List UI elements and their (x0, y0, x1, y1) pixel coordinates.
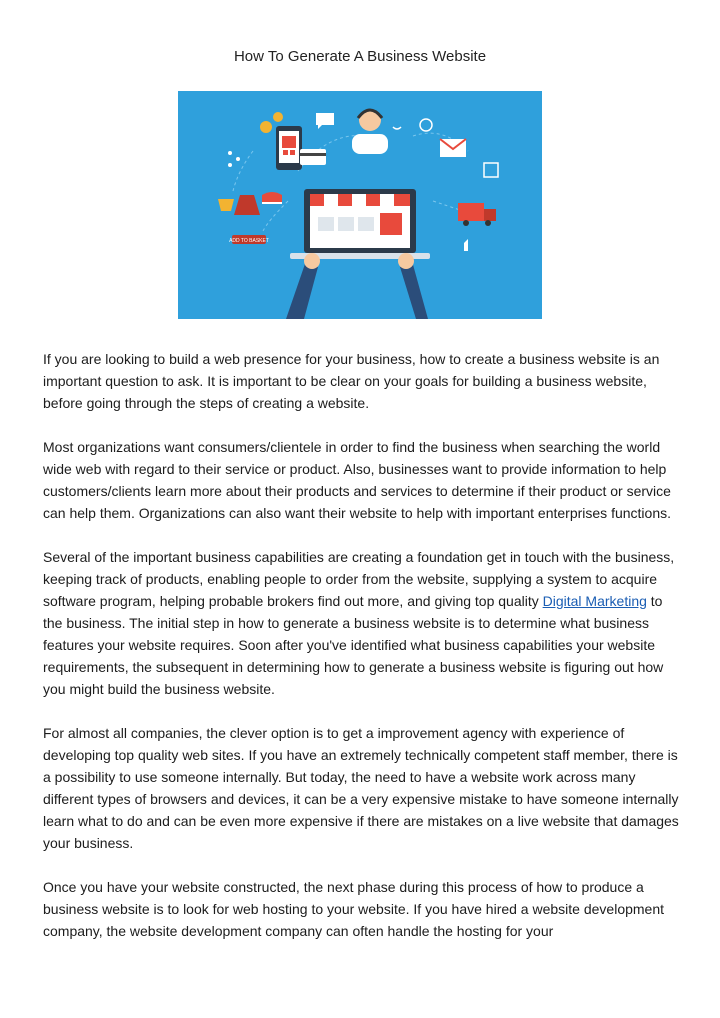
add-to-basket-sign: ADD TO BASKET (229, 238, 269, 244)
paragraph-3 (43, 546, 683, 700)
paragraph-4: For almost all companies, the clever option is to get a improvement agency with experience of developing top quality web sites. If you have an extremely technically competent staff member, there is a possibility to use someone internally. But today, the need to have a website work across many different types of browsers and devices, it can be a very expensive mistake to have someone internally learn what to do and can be even more expensive if there are mistakes on a live website that damages your business. (43, 725, 679, 851)
paragraph-3-before-link: Several of the important business capabilities are creating a foundation get in touch with the business, keeping track of products, enabling people to order from the website, supplying a system to acquire software program, helping probable brokers find out more, and giving top quality (43, 549, 675, 609)
paragraph-5: Once you have your website constructed, the next phase during this process of how to produce a business website is to look for web hosting to your website. If you have hired a website development company, the website development company can often handle the hosting for your (43, 879, 665, 939)
paragraph-2: Most organizations want consumers/clientele in order to find the business when searching the world wide web with regard to their service or product. Also, businesses want to provide information to help customers/clients learn more about their products and services to determine if their product or service can help them. Organizations can also want their website to help with important enterprises functions. (43, 439, 671, 521)
paragraph-1: If you are looking to build a web presence for your business, how to create a business website is an important question to ask. It is important to be clear on your goals for building a business website, before going through the steps of creating a website. (43, 351, 660, 411)
digital-marketing-link[interactable]: Digital Marketing (542, 593, 647, 609)
ecommerce-storefront-illustration-icon (178, 91, 542, 319)
document-body (43, 348, 683, 964)
hero-image (178, 91, 542, 319)
paragraph-3-after-link: to the business. The initial step in how to generate a business website is to determine what business features your website requires. Soon after you've identified what business capabilities your website requirements, the subsequent in determining how to generate a business website is figuring out how you might build the business website. (43, 593, 664, 697)
page-title: How To Generate A Business Website (233, 48, 487, 65)
